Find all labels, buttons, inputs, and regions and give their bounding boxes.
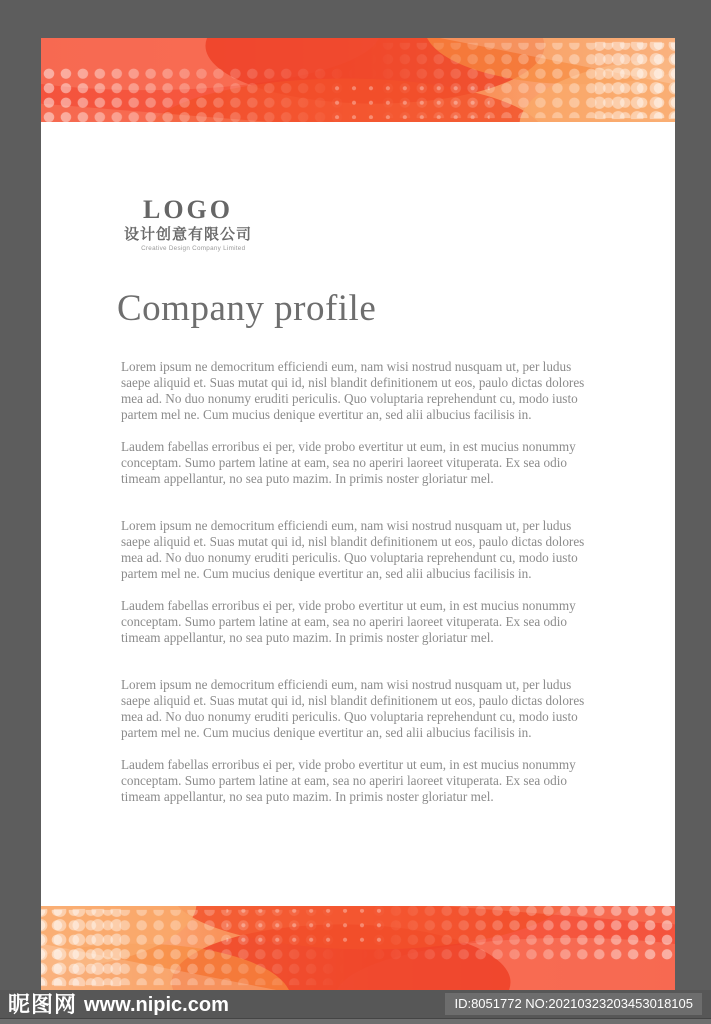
text-block (121, 677, 601, 805)
text-block (121, 518, 601, 646)
header-graphic (41, 38, 675, 122)
paragraph-lorem: Lorem ipsum ne democritum efficiendi eum, nam wisi nostrud nusquam ut, per ludus saepe aliquid et. Suas mutat qui id, nisl blandit definitionem ut eos, paulo dictas dolores mea ad. No duo nonumy eruditi periculis. Quo voluptaria reprehendunt cu, modo iusto partem mel ne. Cum mucius denique evertitur an, sed alii albucius facilisis in. (121, 359, 585, 422)
watermark-bar (0, 990, 711, 1024)
logo-text: LOGO (142, 195, 233, 224)
site-logo-text: 昵图网 (8, 992, 78, 1017)
footer-graphic (41, 906, 675, 990)
bar-bottom-strip (0, 1018, 711, 1024)
paragraph-lorem: Lorem ipsum ne democritum efficiendi eum, nam wisi nostrud nusquam ut, per ludus saepe aliquid et. Suas mutat qui id, nisl blandit definitionem ut eos, paulo dictas dolores mea ad. No duo nonumy eruditi periculis. Quo voluptaria reprehendunt cu, modo iusto partem mel ne. Cum mucius denique evertitur an, sed alii albucius facilisis in. (121, 518, 585, 581)
letter-content (117, 195, 601, 805)
page-title: Company profile (117, 288, 377, 329)
image-id-badge: ID:8051772 NO:20210323203453018105 (445, 993, 702, 1015)
site-brand (8, 993, 229, 1017)
logo-company-name-cn: 设计创意有限公司 (123, 226, 252, 243)
logo-company-name-en: Creative Design Company Limited (141, 244, 246, 252)
text-block (121, 359, 601, 487)
company-logo (121, 195, 255, 254)
document-page (41, 38, 675, 990)
paragraph-laudem: Laudem fabellas erroribus ei per, vide probo evertitur ut eum, in est mucius nonummy conceptam. Sumo partem latine at eam, sea no aperiri laoreet vituperata. Ex sea odio timeam appellantur, no sea puto mazim. In primis noster gloriatur mel. (121, 439, 576, 486)
paragraph-lorem: Lorem ipsum ne democritum efficiendi eum, nam wisi nostrud nusquam ut, per ludus saepe aliquid et. Suas mutat qui id, nisl blandit definitionem ut eos, paulo dictas dolores mea ad. No duo nonumy eruditi periculis. Quo voluptaria reprehendunt cu, modo iusto partem mel ne. Cum mucius denique evertitur an, sed alii albucius facilisis in. (121, 677, 585, 740)
paragraph-laudem: Laudem fabellas erroribus ei per, vide probo evertitur ut eum, in est mucius nonummy conceptam. Sumo partem latine at eam, sea no aperiri laoreet vituperata. Ex sea odio timeam appellantur, no sea puto mazim. In primis noster gloriatur mel. (121, 598, 576, 645)
site-url-text: www.nipic.com (84, 994, 229, 1016)
paragraph-laudem: Laudem fabellas erroribus ei per, vide probo evertitur ut eum, in est mucius nonummy conceptam. Sumo partem latine at eam, sea no aperiri laoreet vituperata. Ex sea odio timeam appellantur, no sea puto mazim. In primis noster gloriatur mel. (121, 757, 576, 804)
